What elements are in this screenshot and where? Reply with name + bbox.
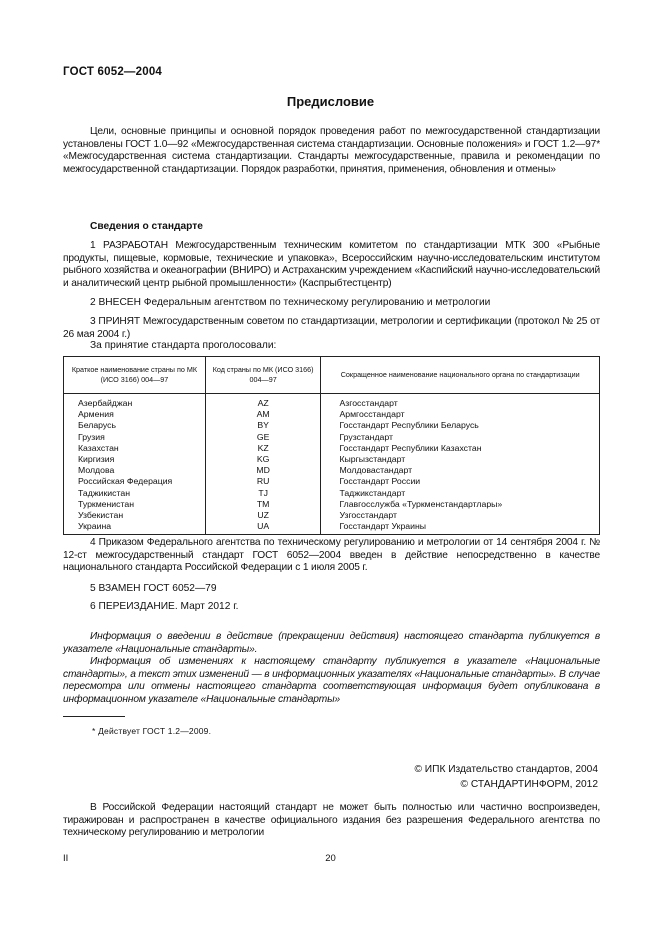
- country-name: Азербайджан: [64, 394, 206, 410]
- item-6-reissue: 6 ПЕРЕИЗДАНИЕ. Март 2012 г.: [90, 601, 239, 612]
- country-name: Украина: [64, 521, 206, 535]
- table-header-row: [64, 357, 600, 394]
- info-changes: Информация об изменениях к настоящему стандарту публикуется в указателе «Национальные стандарты», а текст этих изменений — в информационных указателях «Национальные стандарты». В случае пересмотра или отмены настоящего стандарта соответствующая информация будет опубликована в информационном указателе «Национальные стандарты»: [63, 656, 601, 705]
- voting-countries-table: [63, 356, 600, 535]
- country-code: KZ: [205, 443, 321, 454]
- reproduction-notice: В Российской Федерации настоящий стандарт не может быть полностью или частично воспроизведен, тиражирован и распространен в качестве официального издания без разрешения Федерального агентства по техническому регулированию и метрологии: [63, 802, 600, 839]
- table-row: [64, 499, 600, 510]
- page-title: Предисловие: [286, 94, 375, 109]
- table-row: [64, 409, 600, 420]
- country-code: AM: [205, 409, 321, 420]
- country-name: Таджикистан: [64, 488, 206, 499]
- country-code: AZ: [205, 394, 321, 410]
- standards-body: Госстандарт Республики Казахстан: [321, 443, 600, 454]
- table-row: [64, 476, 600, 487]
- document-header: ГОСТ 6052—2004: [63, 66, 163, 78]
- standards-body: Азгосстандарт: [321, 394, 600, 410]
- table-row: [64, 510, 600, 521]
- country-code: UZ: [205, 510, 321, 521]
- country-name: Беларусь: [64, 420, 206, 431]
- table-row: [64, 454, 600, 465]
- table-row: [64, 432, 600, 443]
- page-roman-numeral: II: [63, 853, 69, 864]
- country-code: KG: [205, 454, 321, 465]
- table-row: [64, 394, 600, 410]
- standards-body: Армгосстандарт: [321, 409, 600, 420]
- item-1-developed: 1 РАЗРАБОТАН Межгосударственным техническим комитетом по стандартизации МТК 300 «Рыбные продукты, пищевые, кормовые, технические и упаковка», Всероссийским научно-исследовательским институтом рыбного хозяйства и океанографии (ВНИРО) и Астраханским учреждением «Каспийский научно-исследовательский и аналитический центр рыбной промышленности» (Каспрыбтестцентр): [63, 240, 600, 289]
- intro-paragraph: Цели, основные принципы и основной порядок проведения работ по межгосударственной стандартизации установлены ГОСТ 1.0—92 «Межгосударственная система стандартизации. Основные положения» и ГОСТ 1.2—97* «Межгосударственная система стандартизации. Стандарты межгосударственные, правила и рекомендации по межгосударственной стандартизации. Порядок разработки, принятия, применения, обновления и отмены»: [63, 126, 601, 175]
- standards-body: Грузстандарт: [321, 432, 600, 443]
- country-code: GE: [205, 432, 321, 443]
- country-code: UA: [205, 521, 321, 535]
- country-name: Молдова: [64, 465, 206, 476]
- country-code: TM: [205, 499, 321, 510]
- country-code: TJ: [205, 488, 321, 499]
- footnote: * Действует ГОСТ 1.2—2009.: [92, 726, 212, 736]
- standards-body: Госстандарт России: [321, 476, 600, 487]
- country-name: Казахстан: [64, 443, 206, 454]
- country-name: Киргизия: [64, 454, 206, 465]
- standards-body: Госстандарт Украины: [321, 521, 600, 535]
- standards-body: Таджикстандарт: [321, 488, 600, 499]
- item-4-enacted: 4 Приказом Федерального агентства по техническому регулированию и метрологии от 14 сентября 2004 г. № 12-ст межгосударственный стандарт ГОСТ 6052—2004 введен в действие непосредственно в качестве национального стандарта Российской Федерации с 1 июля 2005 г.: [63, 537, 600, 574]
- copyright-1: © ИПК Издательство стандартов, 2004: [414, 764, 598, 775]
- standards-body: Главгосслужба «Туркменстандартлары»: [321, 499, 600, 510]
- standards-body: Узгосстандарт: [321, 510, 600, 521]
- copyright-2: © СТАНДАРТИНФОРМ, 2012: [460, 779, 598, 790]
- country-name: Узбекистан: [64, 510, 206, 521]
- item-3-adopted: 3 ПРИНЯТ Межгосударственным советом по стандартизации, метрологии и сертификации (протокол № 25 от 26 мая 2004 г.): [63, 316, 600, 340]
- country-name: Армения: [64, 409, 206, 420]
- country-name: Туркменистан: [64, 499, 206, 510]
- table-row: [64, 465, 600, 476]
- standards-body: Госстандарт Республики Беларусь: [321, 420, 600, 431]
- country-code: MD: [205, 465, 321, 476]
- country-name: Российская Федерация: [64, 476, 206, 487]
- info-enactment: Информация о введении в действие (прекращении действия) настоящего стандарта публикуется в указателе «Национальные стандарты».: [63, 631, 600, 655]
- column-header-country: Краткое наименование страны по МК (ИСО 3166) 004—97: [64, 357, 206, 394]
- item-5-replaces: 5 ВЗАМЕН ГОСТ 6052—79: [90, 583, 217, 594]
- table-row: [64, 521, 600, 535]
- country-code: RU: [205, 476, 321, 487]
- standards-body: Молдовастандарт: [321, 465, 600, 476]
- item-2-submitted: 2 ВНЕСЕН Федеральным агентством по техническому регулированию и метрологии: [90, 297, 491, 308]
- table-row: [64, 420, 600, 431]
- country-name: Грузия: [64, 432, 206, 443]
- column-header-code: Код страны по МК (ИСО 3166) 004—97: [205, 357, 321, 394]
- column-header-authority: Сокращенное наименование национального органа по стандартизации: [321, 357, 600, 394]
- table-row: [64, 443, 600, 454]
- voted-intro: За принятие стандарта проголосовали:: [90, 340, 277, 351]
- standards-body: Кыргызстандарт: [321, 454, 600, 465]
- page-number: 20: [325, 853, 336, 864]
- section-heading: Сведения о стандарте: [90, 221, 203, 232]
- footnote-separator: [63, 716, 125, 717]
- country-code: BY: [205, 420, 321, 431]
- table-row: [64, 488, 600, 499]
